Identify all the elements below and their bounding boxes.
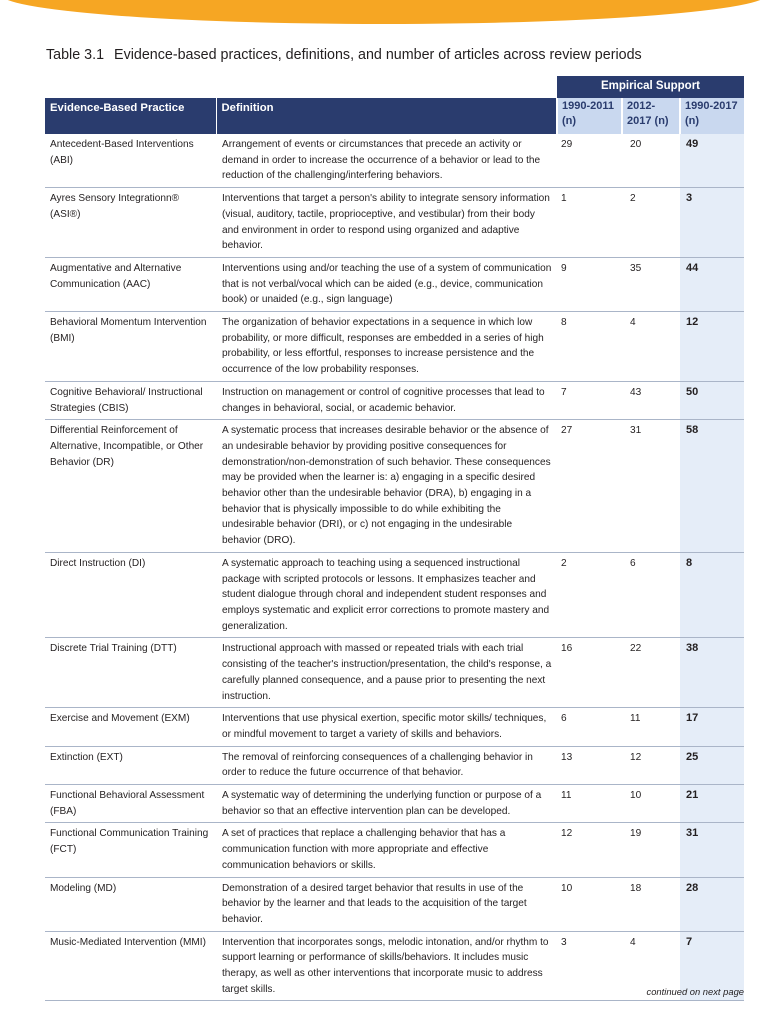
count-1990-2017-cell: 12 <box>680 312 744 382</box>
count-1990-2017-cell: 44 <box>680 257 744 311</box>
table-row <box>45 312 744 382</box>
count-1990-2011-cell: 16 <box>557 638 622 708</box>
column-header-2012-2017: 2012-2017 (n) <box>622 98 680 134</box>
table-number: Table 3.1 <box>46 47 105 63</box>
count-1990-2017-cell: 25 <box>680 746 744 784</box>
count-1990-2011-cell: 9 <box>557 257 622 311</box>
count-1990-2011-cell: 10 <box>557 877 622 931</box>
table-row <box>45 638 744 708</box>
table-row <box>45 552 744 638</box>
count-1990-2011-cell: 12 <box>557 823 622 877</box>
count-2012-2017-cell: 19 <box>622 823 680 877</box>
count-1990-2017-cell: 7 <box>680 931 744 1001</box>
count-1990-2017-cell: 21 <box>680 785 744 823</box>
count-2012-2017-cell: 2 <box>622 188 680 258</box>
count-2012-2017-cell: 43 <box>622 381 680 419</box>
table-row <box>45 381 744 419</box>
table-row <box>45 823 744 877</box>
count-1990-2017-cell: 3 <box>680 188 744 258</box>
definition-cell: A systematic approach to teaching using a sequenced instructional package with scripted protocols or lessons. It emphasizes teacher and student dialogue through choral and independent student responses and employs systematic and explicit error corrections to promote mastery and generalization. <box>216 552 557 638</box>
evidence-based-practices-table <box>45 76 744 1001</box>
column-header-1990-2011: 1990-2011 (n) <box>557 98 622 134</box>
count-1990-2011-cell: 13 <box>557 746 622 784</box>
definition-cell: Intervention that incorporates songs, melodic intonation, and/or rhythm to support learning or performance of skills/behaviors. It includes music therapy, as well as other interventions that incorporate music to address target skills. <box>216 931 557 1001</box>
definition-cell: Interventions that target a person's ability to integrate sensory information (visual, auditory, tactile, proprioceptive, and vestibular) from their body and environment in order to respond using organized and adaptive behavior. <box>216 188 557 258</box>
practice-cell: Functional Behavioral Assessment (FBA) <box>45 785 216 823</box>
column-header-practice: Evidence-Based Practice <box>45 98 216 134</box>
count-1990-2011-cell: 6 <box>557 708 622 746</box>
practice-cell: Cognitive Behavioral/ Instructional Strategies (CBIS) <box>45 381 216 419</box>
definition-cell: Arrangement of events or circumstances that precede an activity or demand in order to increase the occurrence of a behavior or lead to the reduction of the challenging/interfering behaviors. <box>216 134 557 188</box>
definition-cell: Interventions that use physical exertion, specific motor skills/ techniques, or mindful movement to target a variety of skills and behaviors. <box>216 708 557 746</box>
count-2012-2017-cell: 11 <box>622 708 680 746</box>
definition-cell: The organization of behavior expectations in a sequence in which low probability, or more difficult, responses are embedded in a series of high probability, or less effortful, responses to increase persistence and the occurrence of the low probability responses. <box>216 312 557 382</box>
table-caption <box>46 47 642 63</box>
decorative-top-band <box>0 0 768 24</box>
column-header-definition: Definition <box>216 98 557 134</box>
practice-cell: Antecedent-Based Interventions (ABI) <box>45 134 216 188</box>
table-row <box>45 785 744 823</box>
column-header-1990-2017: 1990-2017 (n) <box>680 98 744 134</box>
continued-note: continued on next page <box>646 986 744 997</box>
definition-cell: A set of practices that replace a challenging behavior that has a communication function with more appropriate and effective communication behaviors or skills. <box>216 823 557 877</box>
count-1990-2011-cell: 8 <box>557 312 622 382</box>
table-row <box>45 877 744 931</box>
count-2012-2017-cell: 20 <box>622 134 680 188</box>
count-1990-2017-cell: 8 <box>680 552 744 638</box>
count-1990-2017-cell: 50 <box>680 381 744 419</box>
table-row <box>45 931 744 1001</box>
practice-cell: Exercise and Movement (EXM) <box>45 708 216 746</box>
practice-cell: Modeling (MD) <box>45 877 216 931</box>
count-2012-2017-cell: 31 <box>622 420 680 553</box>
count-1990-2011-cell: 29 <box>557 134 622 188</box>
count-1990-2017-cell: 58 <box>680 420 744 553</box>
count-1990-2017-cell: 49 <box>680 134 744 188</box>
count-2012-2017-cell: 6 <box>622 552 680 638</box>
practice-cell: Music-Mediated Intervention (MMI) <box>45 931 216 1001</box>
definition-cell: Instructional approach with massed or repeated trials with each trial consisting of the teacher's instruction/presentation, the child's response, a carefully planned consequence, and a pause prior to presenting the next instruction. <box>216 638 557 708</box>
table-row <box>45 134 744 188</box>
table-row <box>45 746 744 784</box>
definition-cell: The removal of reinforcing consequences of a challenging behavior in order to reduce the future occurrence of that behavior. <box>216 746 557 784</box>
count-2012-2017-cell: 4 <box>622 312 680 382</box>
count-1990-2011-cell: 11 <box>557 785 622 823</box>
practice-cell: Discrete Trial Training (DTT) <box>45 638 216 708</box>
definition-cell: A systematic process that increases desirable behavior or the absence of an undesirable behavior by providing positive consequences for demonstration/non-demonstration of such behavior. These consequences may be provided when the learner is: a) engaging in a specific desired behavior other than the undesirable behavior (DRA), b) engaging in a behavior that is physically impossible to do while exhibiting the undesirable behavior (DRI), or c) not engaging in the undesirable behavior (DRO). <box>216 420 557 553</box>
count-1990-2011-cell: 1 <box>557 188 622 258</box>
count-1990-2011-cell: 3 <box>557 931 622 1001</box>
table-row <box>45 188 744 258</box>
empirical-support-header: Empirical Support <box>557 76 744 98</box>
count-1990-2011-cell: 2 <box>557 552 622 638</box>
count-1990-2017-cell: 17 <box>680 708 744 746</box>
count-1990-2017-cell: 28 <box>680 877 744 931</box>
count-1990-2017-cell: 38 <box>680 638 744 708</box>
practice-cell: Augmentative and Alternative Communication (AAC) <box>45 257 216 311</box>
table-row <box>45 257 744 311</box>
count-2012-2017-cell: 12 <box>622 746 680 784</box>
definition-cell: A systematic way of determining the underlying function or purpose of a behavior so that an effective intervention plan can be developed. <box>216 785 557 823</box>
header-spacer <box>45 76 557 98</box>
definition-cell: Interventions using and/or teaching the use of a system of communication that is not verbal/vocal which can be aided (e.g., device, communication book) or unaided (e.g., sign language) <box>216 257 557 311</box>
count-2012-2017-cell: 22 <box>622 638 680 708</box>
definition-cell: Demonstration of a desired target behavior that results in use of the behavior by the learner and that leads to the acquisition of the target behavior. <box>216 877 557 931</box>
count-1990-2011-cell: 27 <box>557 420 622 553</box>
table-title: Evidence-based practices, definitions, and number of articles across review periods <box>114 47 642 63</box>
count-1990-2017-cell: 31 <box>680 823 744 877</box>
table-row <box>45 420 744 553</box>
count-2012-2017-cell: 18 <box>622 877 680 931</box>
count-2012-2017-cell: 4 <box>622 931 680 1001</box>
practice-cell: Differential Reinforcement of Alternative, Incompatible, or Other Behavior (DR) <box>45 420 216 553</box>
practice-cell: Behavioral Momentum Intervention (BMI) <box>45 312 216 382</box>
count-1990-2011-cell: 7 <box>557 381 622 419</box>
table-row <box>45 708 744 746</box>
definition-cell: Instruction on management or control of cognitive processes that lead to changes in behavioral, social, or academic behavior. <box>216 381 557 419</box>
count-2012-2017-cell: 35 <box>622 257 680 311</box>
practice-cell: Functional Communication Training (FCT) <box>45 823 216 877</box>
practice-cell: Ayres Sensory Integrationn® (ASI®) <box>45 188 216 258</box>
practice-cell: Direct Instruction (DI) <box>45 552 216 638</box>
count-2012-2017-cell: 10 <box>622 785 680 823</box>
table-body <box>45 134 744 1001</box>
practice-cell: Extinction (EXT) <box>45 746 216 784</box>
